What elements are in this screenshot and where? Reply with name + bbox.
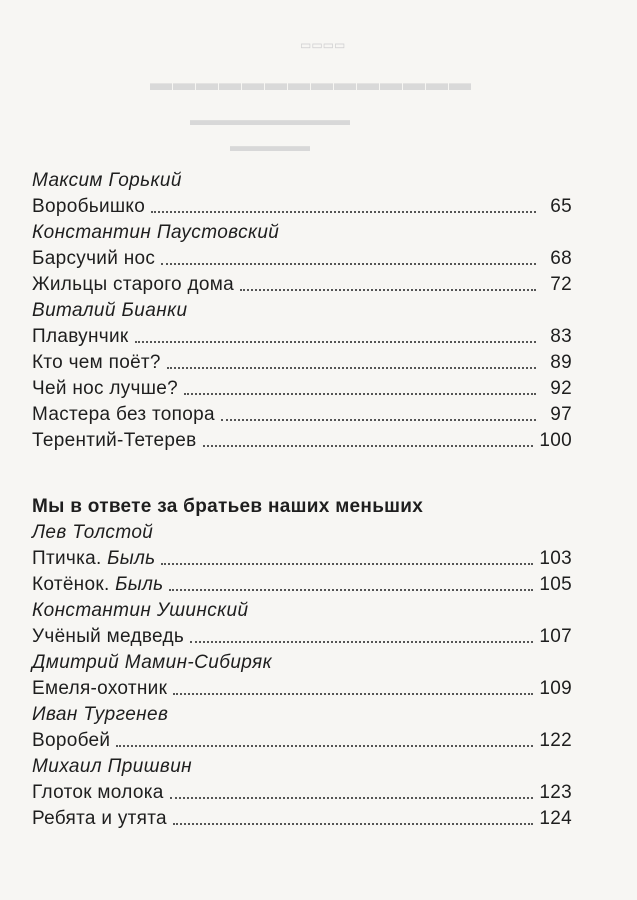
toc-entry[interactable] bbox=[32, 780, 572, 806]
entry-genre: Быль bbox=[107, 548, 156, 569]
page-number: 89 bbox=[550, 352, 572, 373]
toc-entry[interactable] bbox=[32, 428, 572, 454]
entry-title: Емеля-охотник bbox=[32, 678, 168, 699]
page-number: 103 bbox=[539, 548, 572, 569]
page-number: 65 bbox=[550, 196, 572, 217]
dot-leader bbox=[161, 263, 536, 265]
entry-title-text: Котёнок. bbox=[32, 574, 116, 595]
entry-title: Глоток молока bbox=[32, 782, 164, 803]
dot-leader bbox=[221, 419, 536, 421]
toc-entry[interactable] bbox=[32, 402, 572, 428]
table-of-contents bbox=[32, 168, 572, 832]
entry-title: Воробьишко bbox=[32, 196, 146, 217]
author-name: Дмитрий Мамин-Сибиряк bbox=[32, 652, 272, 673]
dot-leader bbox=[169, 589, 533, 591]
toc-entry[interactable] bbox=[32, 572, 572, 598]
entry-title: Кто чем поёт? bbox=[32, 352, 161, 373]
author-name: Константин Паустовский bbox=[32, 222, 280, 243]
toc-entry[interactable] bbox=[32, 676, 572, 702]
toc-entry[interactable] bbox=[32, 272, 572, 298]
page-number: 97 bbox=[550, 404, 572, 425]
bleed-through: ▬▬▬▬▬ bbox=[230, 138, 310, 155]
bleed-through: ▬▬▬▬▬▬▬▬▬▬ bbox=[190, 112, 350, 129]
page-number: 109 bbox=[539, 678, 572, 699]
page-number: 92 bbox=[550, 378, 572, 399]
entry-title: Мастера без топора bbox=[32, 404, 215, 425]
entry-title: Терентий-Тетерев bbox=[32, 430, 197, 451]
author-name: Константин Ушинский bbox=[32, 600, 249, 621]
dot-leader bbox=[170, 797, 534, 799]
entry-title: Плавунчик bbox=[32, 326, 129, 347]
dot-leader bbox=[135, 341, 536, 343]
author-name: Виталий Бианки bbox=[32, 300, 188, 321]
page-number: 68 bbox=[550, 248, 572, 269]
page-number: 107 bbox=[539, 626, 572, 647]
author-name: Максим Горький bbox=[32, 170, 182, 191]
author-name: Иван Тургенев bbox=[32, 704, 169, 725]
bleed-through: ▭▭▭▭ bbox=[300, 38, 346, 52]
toc-entry[interactable] bbox=[32, 324, 572, 350]
toc-entry[interactable] bbox=[32, 350, 572, 376]
entry-title: Жильцы старого дома bbox=[32, 274, 234, 295]
page-number: 123 bbox=[539, 782, 572, 803]
toc-entry[interactable] bbox=[32, 624, 572, 650]
author-name: Лев Толстой bbox=[32, 522, 154, 543]
section-heading[interactable]: Мы в ответе за братьев наших меньших bbox=[32, 496, 424, 517]
toc-entry[interactable] bbox=[32, 246, 572, 272]
section bbox=[32, 168, 572, 454]
dot-leader bbox=[173, 823, 533, 825]
entry-genre: Быль bbox=[115, 574, 164, 595]
page-number: 100 bbox=[539, 430, 572, 451]
toc-entry[interactable] bbox=[32, 546, 572, 572]
dot-leader bbox=[116, 745, 533, 747]
entry-title: Барсучий нос bbox=[32, 248, 156, 269]
dot-leader bbox=[161, 563, 533, 565]
entry-title: Ребята и утята bbox=[32, 808, 167, 829]
page-number: 124 bbox=[539, 808, 572, 829]
entry-title: Учёный медведь bbox=[32, 626, 185, 647]
section bbox=[32, 494, 572, 832]
dot-leader bbox=[167, 367, 536, 369]
entry-title bbox=[32, 546, 155, 572]
page-number: 72 bbox=[550, 274, 572, 295]
toc-entry[interactable] bbox=[32, 728, 572, 754]
bleed-through: ▬▬▬▬▬▬▬▬▬▬▬▬▬▬ bbox=[150, 70, 472, 95]
page-number: 105 bbox=[539, 574, 572, 595]
dot-leader bbox=[203, 445, 534, 447]
dot-leader bbox=[240, 289, 536, 291]
entry-title bbox=[32, 572, 163, 598]
dot-leader bbox=[184, 393, 536, 395]
entry-title: Чей нос лучше? bbox=[32, 378, 179, 399]
toc-entry[interactable] bbox=[32, 376, 572, 402]
dot-leader bbox=[151, 211, 536, 213]
dot-leader bbox=[173, 693, 533, 695]
entry-title-text: Птичка. bbox=[32, 548, 108, 569]
page-number: 122 bbox=[539, 730, 572, 751]
toc-entry[interactable] bbox=[32, 806, 572, 832]
toc-entry[interactable] bbox=[32, 194, 572, 220]
dot-leader bbox=[190, 641, 533, 643]
author-name: Михаил Пришвин bbox=[32, 756, 193, 777]
page-number: 83 bbox=[550, 326, 572, 347]
section-gap bbox=[32, 454, 572, 494]
entry-title: Воробей bbox=[32, 730, 111, 751]
